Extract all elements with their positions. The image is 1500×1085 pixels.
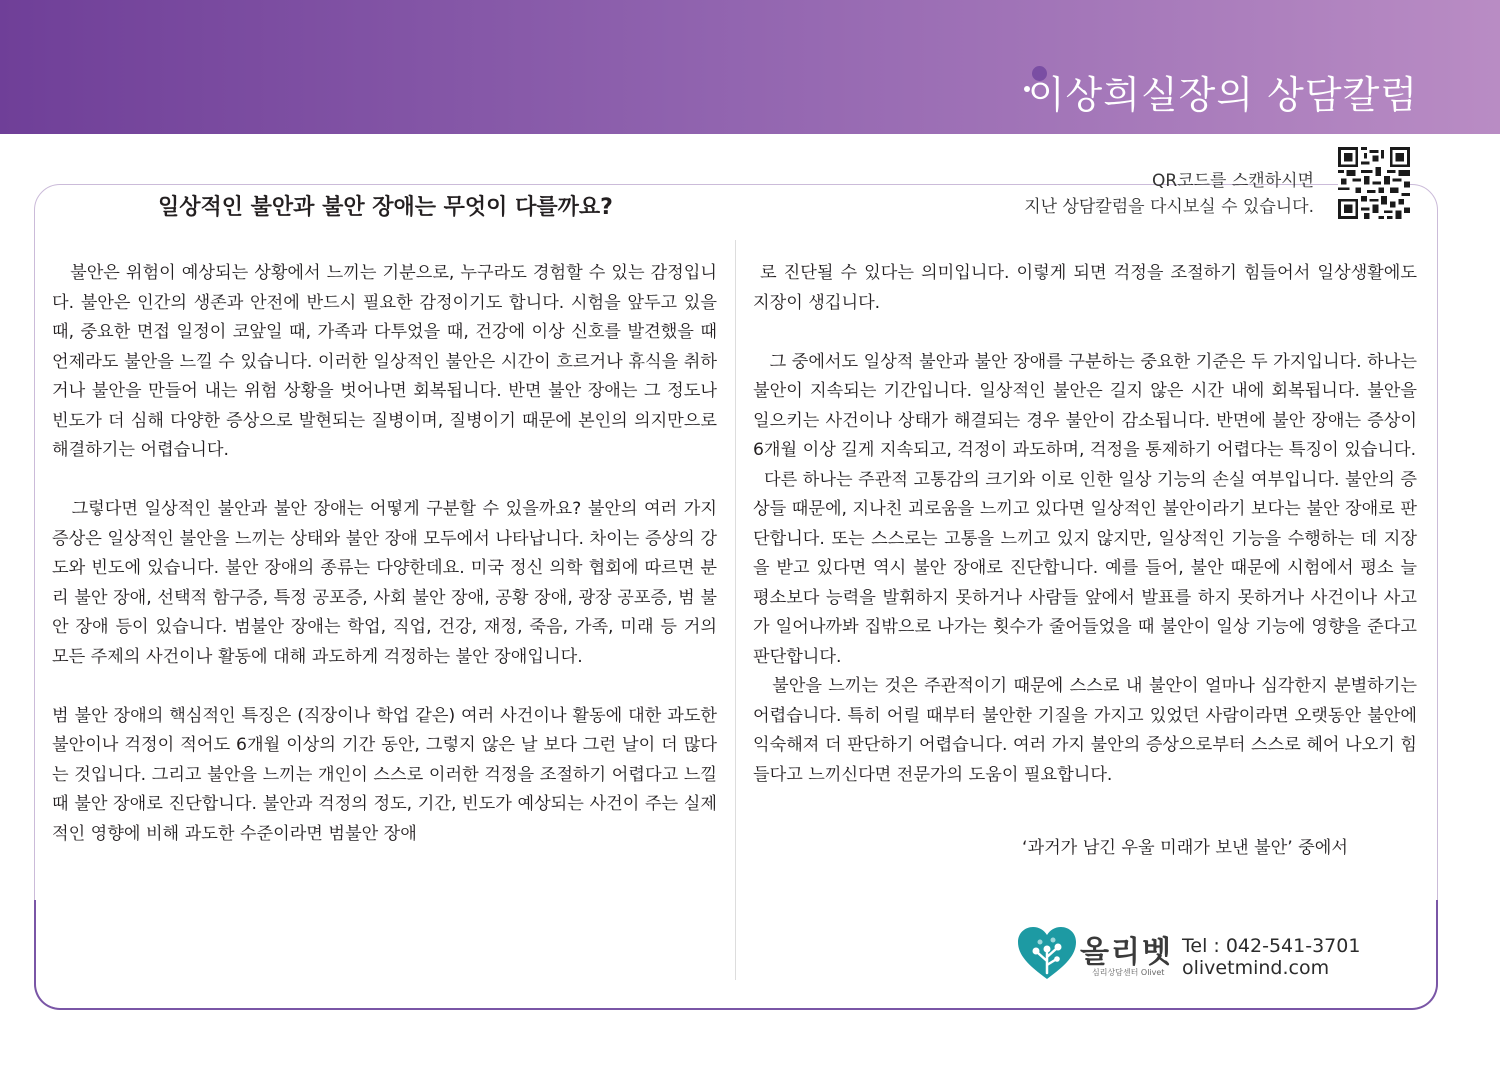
website-link[interactable]: olivetmind.com xyxy=(1182,957,1330,979)
article-title: 일상적인 불안과 불안 장애는 무엇이 다를까요? xyxy=(158,195,613,220)
paragraph: 범 불안 장애의 핵심적인 특징은 (직장이나 학업 같은) 여러 사건이나 활동에 대한 과도한 불안이나 걱정이 적어도 6개월 이상의 기간 동안, 그렇지 않은 날 보다 그런 날이 더 많다는 것입니다. 그리고 불안을 느끼는 개인이 스스로 이러한 걱정을 조절하기 어렵다고 느낄 때 불안 장애로 진단합니다. 불안과 걱정의 정도, 기간, 빈도가 예상되는 사건이 주는 실제적인 영향에 비해 과도한 수준이라면 범불안 장애 xyxy=(52,705,717,844)
paragraph: 그렇다면 일상적인 불안과 불안 장애는 어떻게 구분할 수 있을까요? 불안의 여러 가지 증상은 일상적인 불안을 느끼는 상태와 불안 장애 모두에서 나타납니다. 차이는 증상의 강도와 빈도에 있습니다. 불안 장애의 종류는 다양한데요. 미국 정신 의학 협회에 따르면 분리 불안 장애, 선택적 함구증, 특정 공포증, 사회 불안 장애, 공황 장애, 광장 공포증, 범 불안 장애 등이 있습니다. 범불안 장애는 학업, 직업, 건강, 재정, 죽음, 가족, 미래 등 거의 모든 주제의 사건이나 활동에 대해 과도하게 걱정하는 불안 장애입니다. xyxy=(52,499,717,667)
phone-number[interactable]: Tel : 042-541-3701 xyxy=(1182,935,1361,957)
header-banner xyxy=(0,0,1500,134)
qr-code-icon[interactable] xyxy=(1338,147,1410,219)
paragraph: 불안은 위험이 예상되는 상황에서 느끼는 기분으로, 누구라도 경험할 수 있는 감정입니다. 불안은 인간의 생존과 안전에 반드시 필요한 감정이기도 합니다. 시험을 앞두고 있을 때, 중요한 면접 일정이 코앞일 때, 가족과 다투었을 때, 건강에 이상 신호를 발견했을 때 언제라도 불안을 느낄 수 있습니다. 이러한 일상적인 불안은 시간이 흐르거나 휴식을 취하거나 불안을 만들어 내는 위험 상황을 벗어나면 회복됩니다. 반면 불안 장애는 그 정도나 빈도가 더 심해 다양한 증상으로 발현되는 질병이며, 질병이기 때문에 본인의 의지만으로 해결하기는 어렵습니다. xyxy=(52,263,717,460)
logo-name: 올리벳 xyxy=(1080,935,1173,970)
paragraph: 로 진단될 수 있다는 의미입니다. 이렇게 되면 걱정을 조절하기 힘들어서 일상생활에도 지장이 생깁니다. xyxy=(753,263,1417,313)
qr-note-line2: 지난 상담칼럼을 다시보실 수 있습니다. xyxy=(1024,197,1314,217)
paragraph: 불안을 느끼는 것은 주관적이기 때문에 스스로 내 불안이 얼마나 심각한지 분별하기는 어렵습니다. 특히 어릴 때부터 불안한 기질을 가지고 있었던 사람이라면 오랫동안 불안에 익숙해져 더 판단하기 어렵습니다. 여러 가지 불안의 증상으로부터 스스로 헤어 나오기 힘들다고 느끼신다면 전문가의 도움이 필요합니다. xyxy=(753,676,1417,785)
article-right-column xyxy=(753,259,1417,863)
contact-info xyxy=(1182,935,1360,979)
paragraph: 다른 하나는 주관적 고통감의 크기와 이로 인한 일상 기능의 손실 여부입니다. 불안의 증상들 때문에, 지나친 괴로움을 느끼고 있다면 일상적인 불안이라기 보다는 불안 장애로 판단합니다. 또는 스스로는 고통을 느끼고 있지 않지만, 일상적인 기능을 수행하는 데 지장을 받고 있다면 역시 불안 장애로 진단합니다. 예를 들어, 불안 때문에 시험에서 평소 늘 평소보다 능력을 발휘하지 못하거나 사람들 앞에서 발표를 하지 못하거나 사건이나 사고가 일어나까봐 집밖으로 나가는 횟수가 줄어들었을 때 불안이 일상 기능에 영향을 준다고 판단합니다. xyxy=(753,469,1417,667)
heart-tree-icon xyxy=(1018,927,1076,981)
column-divider xyxy=(735,240,736,980)
qr-note xyxy=(1024,168,1314,220)
article-left-column xyxy=(52,259,717,849)
column-title: 이상희실장의 상담칼럼 xyxy=(1027,73,1418,117)
qr-note-line1: QR코드를 스캔하시면 xyxy=(1152,171,1314,191)
logo-subtitle: 심리상담센터 Olivet xyxy=(1092,968,1165,977)
source-quote: ‘과거가 남긴 우울 미래가 보낸 불안’ 중에서 xyxy=(1022,837,1348,858)
paragraph: 그 중에서도 일상적 불안과 불안 장애를 구분하는 중요한 기준은 두 가지입니다. 하나는 불안이 지속되는 기간입니다. 일상적인 불안은 길지 않은 시간 내에 회복됩니다. 불안을 일으키는 사건이나 상태가 해결되는 경우 불안이 감소됩니다. 반면에 불안 장애는 증상이 6개월 이상 길게 지속되고, 걱정이 과도하며, 걱정을 통제하기 어렵다는 특징이 있습니다. xyxy=(753,351,1417,460)
